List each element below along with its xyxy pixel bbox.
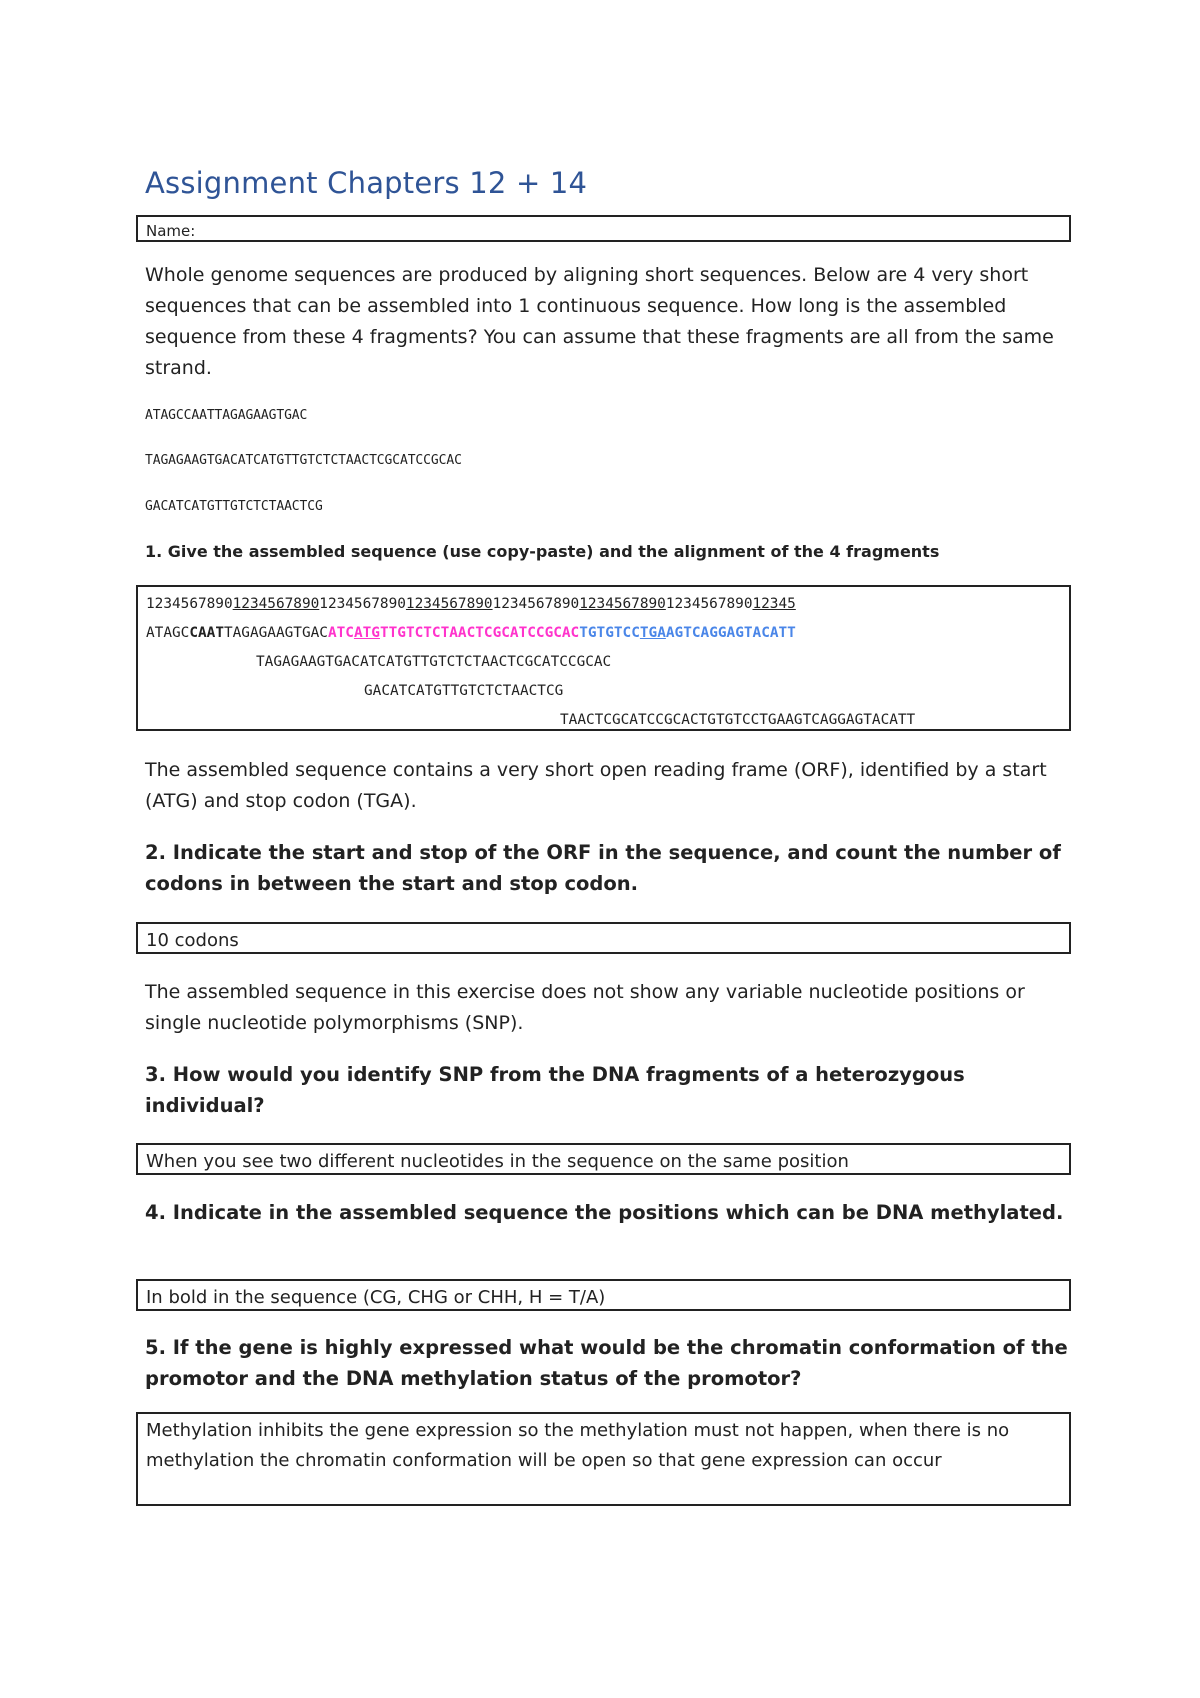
question-1: 1. Give the assembled sequence (use copy-paste) and the alignment of the 4 fragments [145,542,940,561]
methylation-site: CAAT [189,625,224,641]
aligned-fragment-3: GACATCATGTTGTCTCTAACTCG [364,683,564,699]
page-title: Assignment Chapters 12 + 14 [145,166,588,200]
sequence-segment: TAGAGAAGTGAC [223,625,328,641]
answer-2-box[interactable] [136,922,1071,954]
answer-3-box[interactable] [136,1143,1071,1175]
assembled-sequence-line [146,624,796,642]
answer-2-text: 10 codons [146,930,239,951]
fragment-sequence: GACATCATGTTGTCTCTAACTCG [145,499,323,514]
fragment-sequence: ATAGCCAATTAGAGAAGTGAC [145,408,308,423]
answer-5-box[interactable] [136,1412,1071,1506]
start-codon: ATG [353,625,380,641]
aligned-fragment-2: TAGAGAAGTGACATCATGTTGTCTCTAACTCGCATCCGCAC [256,654,612,670]
ruler-segment: 1234567890 [146,596,233,612]
ruler-segment: 1234567890 [232,596,320,612]
snp-paragraph: The assembled sequence in this exercise does not show any variable nucleotide positions or single nucleotide polymorphisms (SNP). [145,981,1025,1034]
fragment-4-segment: AGTCAGGAGTACATT [665,625,796,641]
stop-codon: TGA [639,625,666,641]
name-field[interactable] [136,215,1071,242]
fragment-3-overlap: ATC [327,625,354,641]
answer-4-text: In bold in the sequence (CG, CHG or CHH, H = T/A) [146,1287,606,1308]
answer-3-text: When you see two different nucleotides in the sequence on the same position [146,1151,849,1172]
ruler-segment: 1234567890 [665,596,753,612]
sequence-segment: ATAGC [146,625,190,641]
ruler-segment: 1234567890 [579,596,666,612]
question-5: 5. If the gene is highly expressed what would be the chromatin conformation of the promotor and the DNA methylation status of the promotor? [145,1336,1068,1390]
ruler-segment: 1234567890 [405,596,493,612]
fragment-3-overlap: TTGTCTCTAACTCGCATCCGCAC [379,625,580,641]
answer-5-text: Methylation inhibits the gene expression so the methylation must not happen, when there is no methylation the chromatin conformation will be open so that gene expression can occur [146,1420,1010,1471]
ruler-segment: 1234567890 [319,596,406,612]
question-4: 4. Indicate in the assembled sequence the positions which can be DNA methylated. [145,1201,1064,1224]
question-3: 3. How would you identify SNP from the DNA fragments of a heterozygous individual? [145,1063,965,1117]
ruler-segment: 12345 [752,596,796,612]
orf-paragraph: The assembled sequence contains a very short open reading frame (ORF), identified by a start (ATG) and stop codon (TGA). [145,759,1047,812]
fragment-sequence: TAGAGAAGTGACATCATGTTGTCTCTAACTCGCATCCGCAC [145,453,462,468]
alignment-answer-box[interactable] [136,585,1071,731]
answer-4-box[interactable] [136,1279,1071,1311]
ruler-line [146,595,796,613]
intro-paragraph: Whole genome sequences are produced by aligning short sequences. Below are 4 very short sequences that can be assembled into 1 continuous sequence. How long is the assembled sequence from these 4 fragments? You can assume that these fragments are all from the same strand. [145,264,1054,379]
ruler-segment: 1234567890 [492,596,580,612]
question-2: 2. Indicate the start and stop of the ORF in the sequence, and count the number of codons in between the start and stop codon. [145,841,1061,895]
aligned-fragment-4: TAACTCGCATCCGCACTGTGTCCTGAAGTCAGGAGTACATT [560,712,916,728]
name-label: Name: [146,222,196,240]
fragment-4-segment: TGTGTCC [579,625,640,641]
